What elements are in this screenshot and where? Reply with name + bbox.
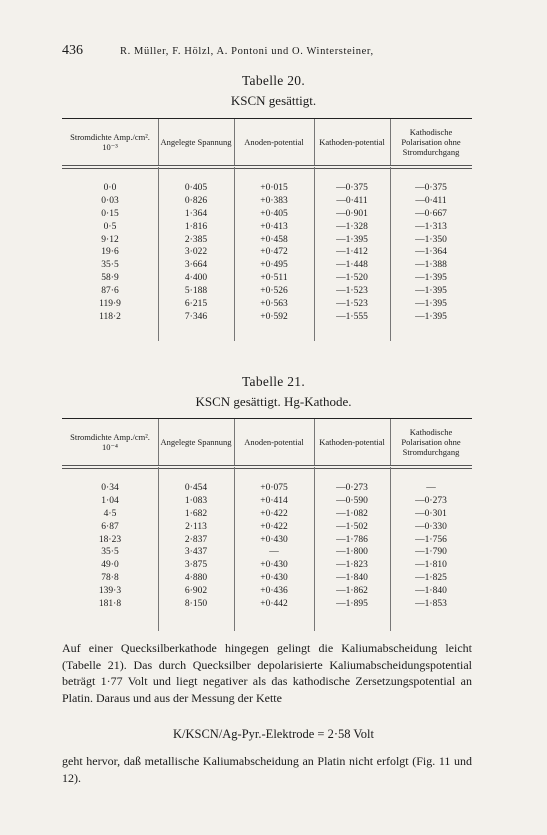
table21-row (62, 547, 472, 560)
table20-cell: +0·563 (260, 299, 288, 310)
table21-cell: +0·430 (260, 573, 288, 584)
table21-header-anodenpotential: Anoden-potential (244, 437, 304, 447)
table20 (62, 118, 472, 343)
table21-cell: 181·8 (98, 599, 122, 610)
table21-cell: —1·082 (336, 508, 368, 519)
table20-cell: 4·400 (184, 273, 208, 284)
table21-cell: —1·810 (415, 560, 447, 571)
table21-cell: 6·902 (184, 586, 208, 597)
table20-cell: —1·395 (336, 234, 368, 245)
table20-row (62, 222, 472, 235)
table20-header-anodenpotential: Anoden-potential (244, 137, 304, 147)
table20-cell: —1·388 (415, 260, 447, 271)
table20-cell: —0·411 (415, 195, 447, 206)
table21-cell: +0·414 (260, 495, 288, 506)
table21-cell: +0·430 (260, 560, 288, 571)
table21-cell: —0·273 (336, 483, 368, 493)
table21-cell: —1·825 (415, 573, 447, 584)
table21-cell: 1·04 (101, 495, 119, 506)
running-header-authors: R. Müller, F. Hölzl, A. Pontoni und O. Wintersteiner, (120, 46, 374, 57)
table20-cell: 3·664 (184, 260, 208, 271)
table21-row (62, 483, 472, 496)
table20-row (62, 286, 472, 299)
table21-cell: 1·682 (184, 508, 208, 519)
table20-body (62, 169, 472, 343)
table21-cell: —1·862 (336, 586, 368, 597)
table20-cell: +0·511 (260, 273, 288, 284)
page-number: 436 (62, 43, 83, 58)
table21-cell: —0·590 (336, 495, 368, 506)
table21-cell: —0·301 (415, 508, 447, 519)
table20-cell: 118·2 (99, 311, 121, 322)
table21-cell: +0·442 (260, 599, 288, 610)
table21-row (62, 573, 472, 586)
table20-cell: 58·9 (101, 273, 119, 284)
table21-cell: —1·823 (336, 560, 368, 571)
table20-cell: 19·6 (101, 247, 119, 258)
table20-header-polarisation: Kathodische Polarisation ohne Stromdurchgang (401, 127, 461, 157)
table20-cell: 87·6 (101, 286, 119, 297)
table21-cell: —1·840 (415, 586, 447, 597)
table20-row (62, 247, 472, 260)
table21-cell: 18·23 (98, 534, 122, 545)
table21-row (62, 586, 472, 599)
table21-cell: +0·422 (260, 521, 288, 532)
table21-cell: —1·853 (415, 599, 447, 610)
table20-row (62, 299, 472, 312)
table20-cell: 119·9 (99, 299, 121, 310)
table21-cell: 2·837 (184, 534, 208, 545)
table20-cell: —1·364 (415, 247, 447, 258)
table21-row (62, 496, 472, 509)
table21-cell: 4·5 (103, 508, 117, 519)
table21-row (62, 599, 472, 612)
table20-row (62, 260, 472, 273)
table20-cell: 35·5 (101, 260, 119, 271)
table21-cell: 78·8 (101, 573, 119, 584)
table20-cell: —1·350 (415, 234, 447, 245)
table21-cell: —1·895 (336, 599, 368, 610)
table21-cell: 4·880 (184, 573, 208, 584)
table21-title: Tabelle 21. (241, 374, 306, 389)
table21-header-kathodenpotential: Kathoden-potential (319, 437, 385, 447)
table21-body (62, 469, 472, 633)
table20-cell: —1·555 (336, 311, 368, 322)
table20-cell: 9·12 (101, 234, 119, 245)
table20-cell: 1·816 (184, 221, 208, 232)
table20-cell: —1·328 (336, 221, 368, 232)
table20-cell: 1·364 (184, 208, 208, 219)
table21-cell: —1·502 (336, 521, 368, 532)
table20-cell: +0·526 (260, 286, 288, 297)
table21-cell: 3·437 (184, 547, 208, 558)
table21-cell: —1·786 (336, 534, 368, 545)
table20-header-spannung: Angelegte Spannung (160, 137, 232, 147)
body-closing: geht hervor, daß metallische Kaliumabscheidung an Platin nicht erfolgt (Fig. 11 und 12). (62, 754, 472, 785)
table20-cell: —1·395 (415, 273, 447, 284)
table21-cell: — (269, 547, 279, 558)
body-paragraph: Auf einer Quecksilberkathode hingegen gelingt die Kaliumabscheidung leicht (Tabelle 21). Das durch Quecksilber depolarisierte Kaliumabscheidungspotential beträgt 1·77 Volt und liegt negativer als das kathodische Zersetzungspotential an Platin. Daraus und aus der Messung der Kette (62, 641, 472, 705)
table20-cell: —1·523 (336, 299, 368, 310)
table21-header-spannung: Angelegte Spannung (160, 437, 232, 447)
kette-equation: K/KSCN/Ag-Pyr.-Elektrode = 2·58 Volt (172, 727, 375, 741)
table21-cell: 3·875 (184, 560, 208, 571)
table21-cell: 2·113 (185, 521, 207, 532)
table20-cell: 6·215 (184, 299, 208, 310)
table20-cell: +0·458 (260, 234, 288, 245)
table21-cell: —0·330 (415, 521, 447, 532)
table21-cell: +0·075 (260, 483, 288, 493)
table20-cell: 0·15 (101, 208, 119, 219)
table21-row (62, 560, 472, 573)
table20-cell: 0·5 (103, 221, 117, 232)
table21-row (62, 535, 472, 548)
table21-subtitle: KSCN gesättigt. Hg-Kathode. (195, 394, 352, 409)
table21-header-polarisation: Kathodische Polarisation ohne Stromdurchgang (401, 427, 461, 457)
table20-title: Tabelle 20. (241, 73, 306, 88)
table20-cell: 3·022 (184, 247, 208, 258)
table20-cell: +0·383 (260, 195, 288, 206)
table20-cell: —0·375 (336, 183, 368, 193)
table21-cell: 0·34 (101, 483, 119, 493)
table20-cell: +0·472 (260, 247, 288, 258)
table20-cell: —1·395 (415, 311, 447, 322)
table20-header-row (62, 119, 472, 166)
table20-header-stromdichte: Stromdichte Amp./cm². 10⁻³ (70, 132, 150, 152)
table20-cell: +0·413 (260, 221, 288, 232)
table20-cell: 0·826 (184, 195, 208, 206)
table21-cell: —1·790 (415, 547, 447, 558)
table21-cell: 139·3 (98, 586, 122, 597)
table21-cell: —1·840 (336, 573, 368, 584)
table21-cell: +0·430 (260, 534, 288, 545)
table21 (62, 418, 472, 633)
table20-cell: —1·520 (336, 273, 368, 284)
table21-row (62, 509, 472, 522)
table20-row (62, 273, 472, 286)
table20-cell: +0·592 (260, 311, 288, 322)
table20-cell: 0·03 (101, 195, 119, 206)
table20-cell: 2·385 (184, 234, 208, 245)
table21-cell: —0·273 (415, 495, 447, 506)
table21-header-stromdichte: Stromdichte Amp./cm². 10⁻⁴ (70, 432, 150, 452)
table20-cell: +0·015 (260, 183, 288, 193)
table20-row (62, 183, 472, 196)
table21-cell: +0·422 (260, 508, 288, 519)
table20-cell: —1·523 (336, 286, 368, 297)
table20-cell: —1·412 (336, 247, 368, 258)
table20-cell: —1·395 (415, 299, 447, 310)
table20-subtitle: KSCN gesättigt. (230, 93, 317, 108)
table21-row (62, 522, 472, 535)
table20-row (62, 235, 472, 248)
table20-header-kathodenpotential: Kathoden-potential (319, 137, 385, 147)
table20-cell: —1·313 (415, 221, 447, 232)
table21-cell: 8·150 (184, 599, 208, 610)
table21-cell: 35·5 (101, 547, 119, 558)
table20-cell: —1·395 (415, 286, 447, 297)
table21-cell: —1·800 (336, 547, 368, 558)
table21-cell: 0·454 (184, 483, 208, 493)
table21-cell: 49·0 (101, 560, 119, 571)
table21-cell: 1·083 (184, 495, 208, 506)
table20-row (62, 312, 472, 325)
table20-cell: —0·667 (415, 208, 447, 219)
table20-cell: 7·346 (184, 311, 208, 322)
table20-cell: 0·0 (103, 183, 117, 193)
table20-cell: +0·495 (260, 260, 288, 271)
table21-cell: +0·436 (260, 586, 288, 597)
table21-cell: — (426, 483, 436, 493)
table21-cell: —1·756 (415, 534, 447, 545)
table21-cell: 6·87 (101, 521, 119, 532)
table20-row (62, 209, 472, 222)
table20-cell: 0·405 (184, 183, 208, 193)
table20-cell: —1·448 (336, 260, 368, 271)
table20-cell: —0·411 (336, 195, 368, 206)
table21-header-row (62, 419, 472, 466)
table20-cell: 5·188 (184, 286, 208, 297)
table20-row (62, 196, 472, 209)
table20-cell: —0·901 (336, 208, 368, 219)
table20-cell: —0·375 (415, 183, 447, 193)
table20-cell: +0·405 (260, 208, 288, 219)
